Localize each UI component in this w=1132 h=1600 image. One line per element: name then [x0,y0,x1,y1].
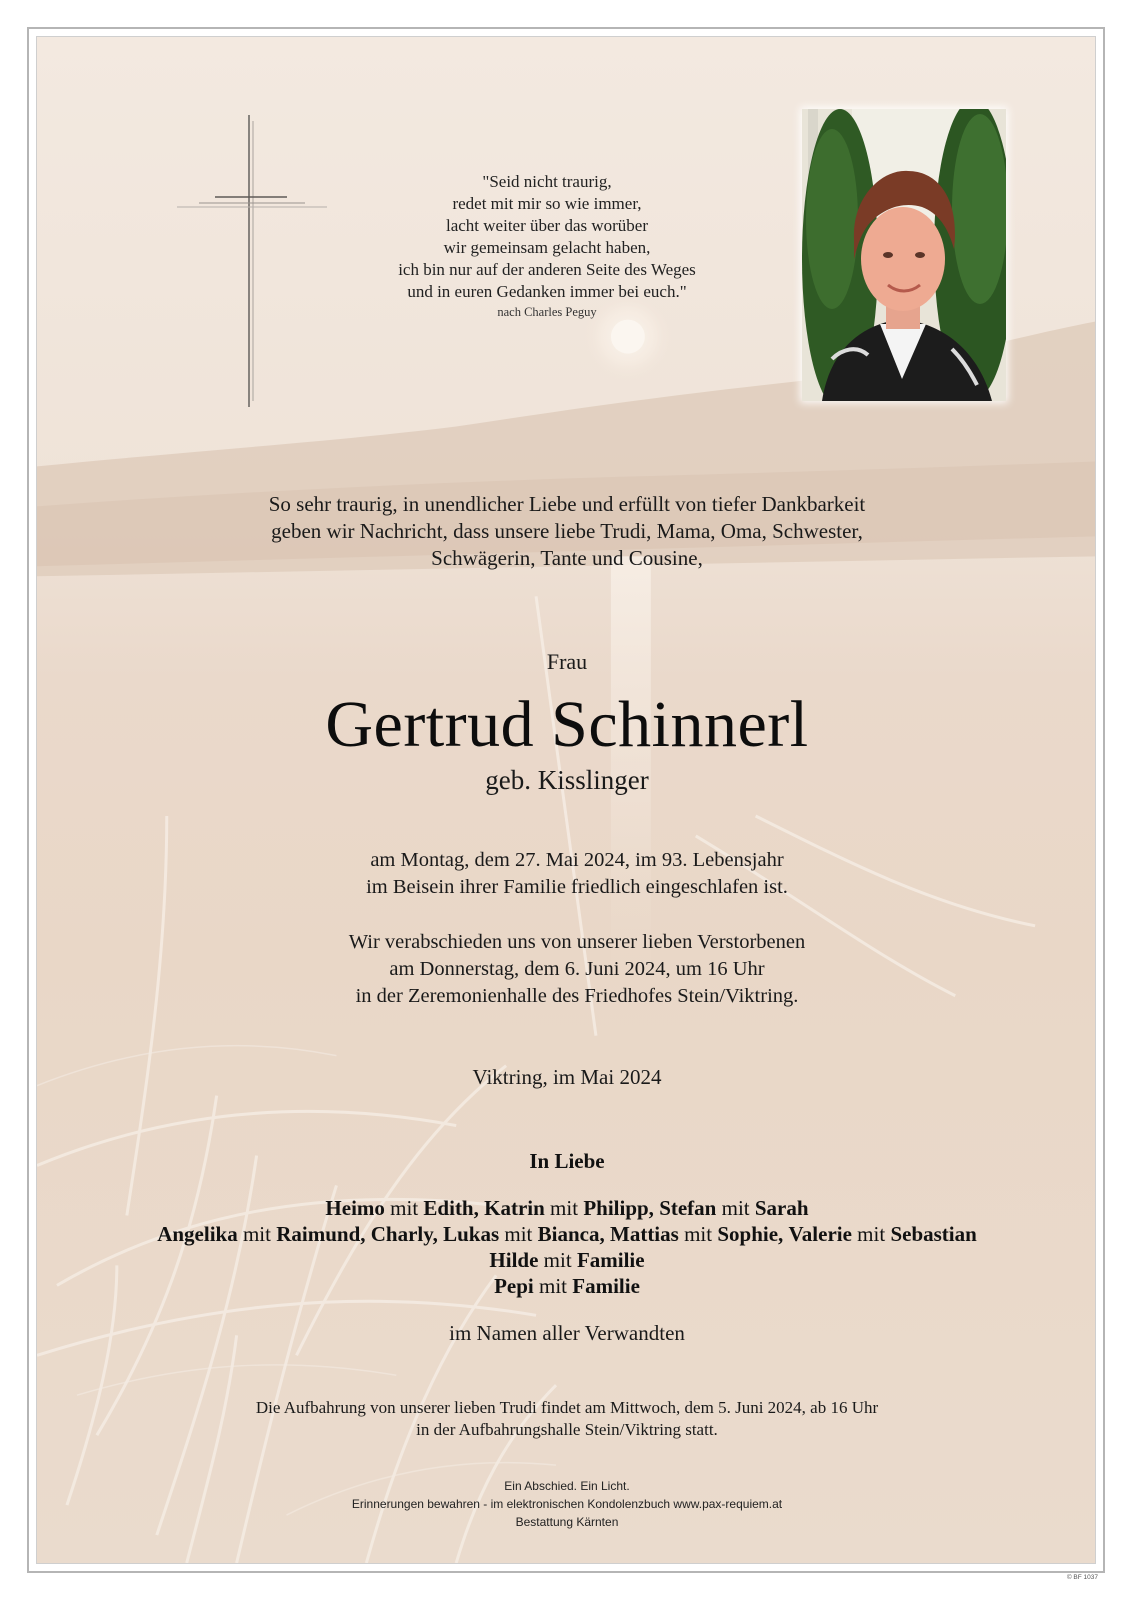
quote-line: und in euren Gedanken immer bei euch." [407,282,687,301]
intro-line: geben wir Nachricht, dass unsere liebe Trudi, Mama, Oma, Schwester, [271,519,863,543]
mourner-partner-name: Sarah [754,1196,809,1220]
portrait-illustration [802,109,1006,401]
mourners-row [67,1273,1067,1299]
viewing-line: Die Aufbahrung von unserer lieben Trudi findet am Mittwoch, dem 5. Juni 2024, ab 16 Uhr [255,1398,879,1417]
mourner-name: Heimo [325,1196,385,1220]
mourners-closing: im Namen aller Verwandten [449,1321,685,1345]
death-notice-line: im Beisein ihrer Familie friedlich eingeschlafen ist. [366,876,788,898]
footer-line: Bestattung Kärnten [515,1515,619,1529]
mourner-connector: mit [851,1222,891,1246]
mourner-name: Katrin [484,1196,545,1220]
intro-line: So sehr traurig, in unendlicher Liebe und erfüllt von tiefer Dankbarkeit [268,492,866,516]
footer-line: Ein Abschied. Ein Licht. [504,1479,630,1493]
notice-paper [36,36,1096,1564]
funeral-line: Wir verabschieden uns von unserer lieben Verstorbenen [348,931,806,953]
mourners-row [67,1221,1067,1247]
mourner-partner-name: Edith, [423,1196,479,1220]
mourner-connector: mit [716,1196,755,1220]
quote-attribution: nach Charles Peguy [497,305,597,319]
mourner-connector: mit [538,1248,577,1272]
funeral-line: am Donnerstag, dem 6. Juni 2024, um 16 Uhr [389,958,765,980]
mourner-connector: mit [544,1196,584,1220]
mourner-partner-name: Familie [576,1248,645,1272]
mourners-list [67,1195,1067,1299]
mourner-partner-name: Philipp, [583,1196,654,1220]
mourners-heading: In Liebe [529,1149,605,1173]
quote-line: "Seid nicht traurig, [482,172,612,191]
quote-line: redet mit mir so wie immer, [452,194,642,213]
mourner-name: Hilde [489,1248,539,1272]
mourner-name: Charly, [370,1222,438,1246]
mourner-connector: mit [499,1222,538,1246]
footer-line: Erinnerungen bewahren - im elektronischen Kondolenzbuch www.pax-requiem.at [351,1497,783,1511]
viewing-notice [147,1397,987,1441]
maiden-name: geb. Kisslinger [485,765,649,795]
mourner-connector: mit [533,1274,573,1298]
quote [337,171,757,321]
mourner-partner-name: Sebastian [890,1222,977,1246]
mourner-partner-name: Familie [572,1274,640,1298]
footer [267,1477,867,1531]
funeral-notice [197,929,957,1010]
mourner-partner-name: Sophie, [717,1222,784,1246]
quote-line: lacht weiter über das worüber [445,216,649,235]
mourner-connector: mit [384,1196,424,1220]
mourner-connector: mit [678,1222,718,1246]
intro-line: Schwägerin, Tante und Cousine, [431,546,703,570]
portrait-photo [802,109,1006,401]
mourner-partner-name: Bianca, [537,1222,605,1246]
salutation: Frau [546,649,588,674]
viewing-line: in der Aufbahrungshalle Stein/Viktring statt. [416,1420,718,1439]
mourner-partner-name: Raimund, [276,1222,366,1246]
mourners-row [67,1247,1067,1273]
mourner-name: Mattias [610,1222,679,1246]
mourner-name: Angelika [157,1222,238,1246]
intro-text [177,491,957,572]
mourner-name: Pepi [494,1274,534,1298]
quote-line: wir gemeinsam gelacht haben, [443,238,651,257]
mourner-connector: mit [237,1222,277,1246]
funeral-line: in der Zeremonienhalle des Friedhofes Stein/Viktring. [355,985,799,1007]
cross-icon [177,115,327,407]
corner-mark: © BF 1037 [1066,1574,1098,1581]
mourner-name: Valerie [788,1222,852,1246]
place-and-date: Viktring, im Mai 2024 [472,1065,662,1089]
deceased-name: Gertrud Schinnerl [325,688,809,761]
death-notice-line: am Montag, dem 27. Mai 2024, im 93. Lebensjahr [370,849,784,871]
mourner-name: Stefan [659,1196,717,1220]
mourners-row [67,1195,1067,1221]
quote-line: ich bin nur auf der anderen Seite des Weges [398,260,696,279]
mourner-name: Lukas [443,1222,500,1246]
death-notice [197,847,957,901]
